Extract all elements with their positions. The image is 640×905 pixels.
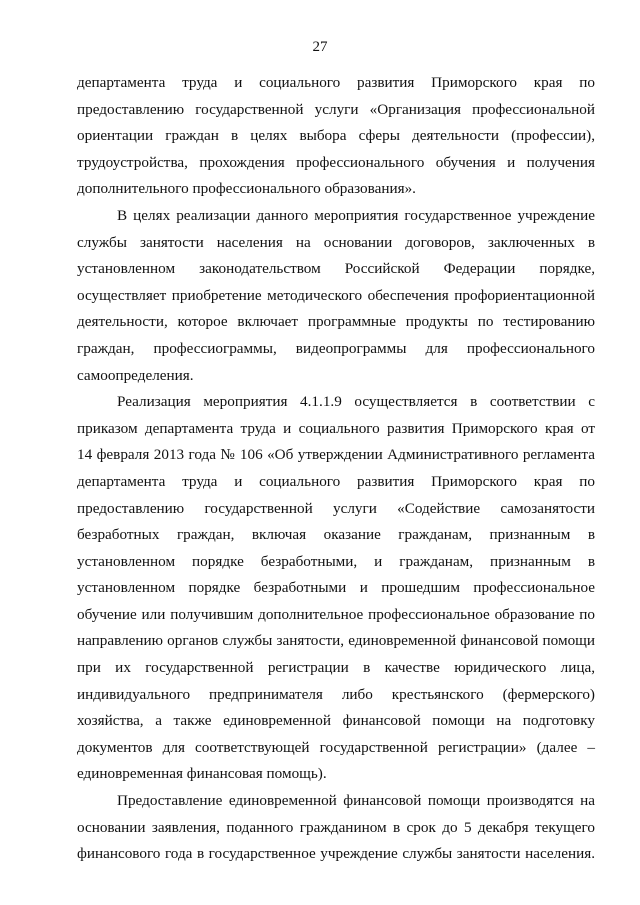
text-line: при их государственной регистрации в качестве юридического лица, (77, 659, 595, 677)
text-line: Реализация мероприятия 4.1.1.9 осуществляется в соответствии с (117, 393, 595, 411)
text-line: Предоставление единовременной финансовой помощи производятся на (117, 792, 595, 810)
text-line: обучение или получившим дополнительное профессиональное образование по (77, 605, 595, 623)
text-line: основании заявления, поданного гражданином в срок до 5 декабря текущего (77, 818, 595, 836)
document-body (77, 70, 595, 868)
text-line: самоопределения. (77, 366, 194, 384)
text-line: граждан, профессиограммы, видеопрограммы для профессионального (77, 339, 595, 357)
paragraph-4 (77, 788, 595, 868)
page-number: 27 (312, 39, 328, 55)
paragraph-1 (77, 70, 595, 203)
text-line: установленном законодательством Российской Федерации порядке, (77, 260, 595, 278)
text-line: установленном порядке безработными и прошедшим профессиональное (77, 579, 595, 597)
text-line: безработных граждан, включая оказание гражданам, признанным в (77, 526, 595, 544)
text-line: документов для соответствующей государственной регистрации» (далее – (77, 738, 595, 756)
text-line: департамента труда и социального развития Приморского края по (77, 472, 595, 490)
text-line: ориентации граждан в целях выбора сферы деятельности (профессии), (77, 127, 595, 145)
text-line: дополнительного профессионального образования». (77, 180, 416, 198)
text-line: хозяйства, а также единовременной финансовой помощи на подготовку (77, 712, 595, 730)
text-line: 14 февраля 2013 года № 106 «Об утверждении Административного регламента (77, 446, 595, 464)
text-line: индивидуального предпринимателя либо крестьянского (фермерского) (77, 685, 595, 703)
text-line: В целях реализации данного мероприятия государственное учреждение (117, 206, 595, 224)
text-line: осуществляет приобретение методического обеспечения профориентационной (77, 286, 595, 304)
text-line: трудоустройства, прохождения профессионального обучения и получения (77, 153, 595, 171)
paragraph-2 (77, 203, 595, 389)
text-line: приказом департамента труда и социального развития Приморского края от (77, 419, 595, 437)
text-line: предоставлению государственной услуги «Организация профессиональной (77, 100, 595, 118)
paragraph-3 (77, 389, 595, 788)
text-line: единовременная финансовая помощь). (77, 765, 327, 783)
text-line: направлению органов службы занятости, единовременной финансовой помощи (77, 632, 595, 650)
text-line: предоставлению государственной услуги «Содействие самозанятости (77, 499, 595, 517)
text-line: деятельности, которое включает программные продукты по тестированию (77, 313, 595, 331)
text-line: службы занятости населения на основании договоров, заключенных в (77, 233, 595, 251)
text-line: финансового года в государственное учреждение службы занятости населения. (77, 845, 595, 863)
text-line: установленном порядке безработными, и гражданам, признанным в (77, 552, 595, 570)
text-line: департамента труда и социального развития Приморского края по (77, 74, 595, 91)
